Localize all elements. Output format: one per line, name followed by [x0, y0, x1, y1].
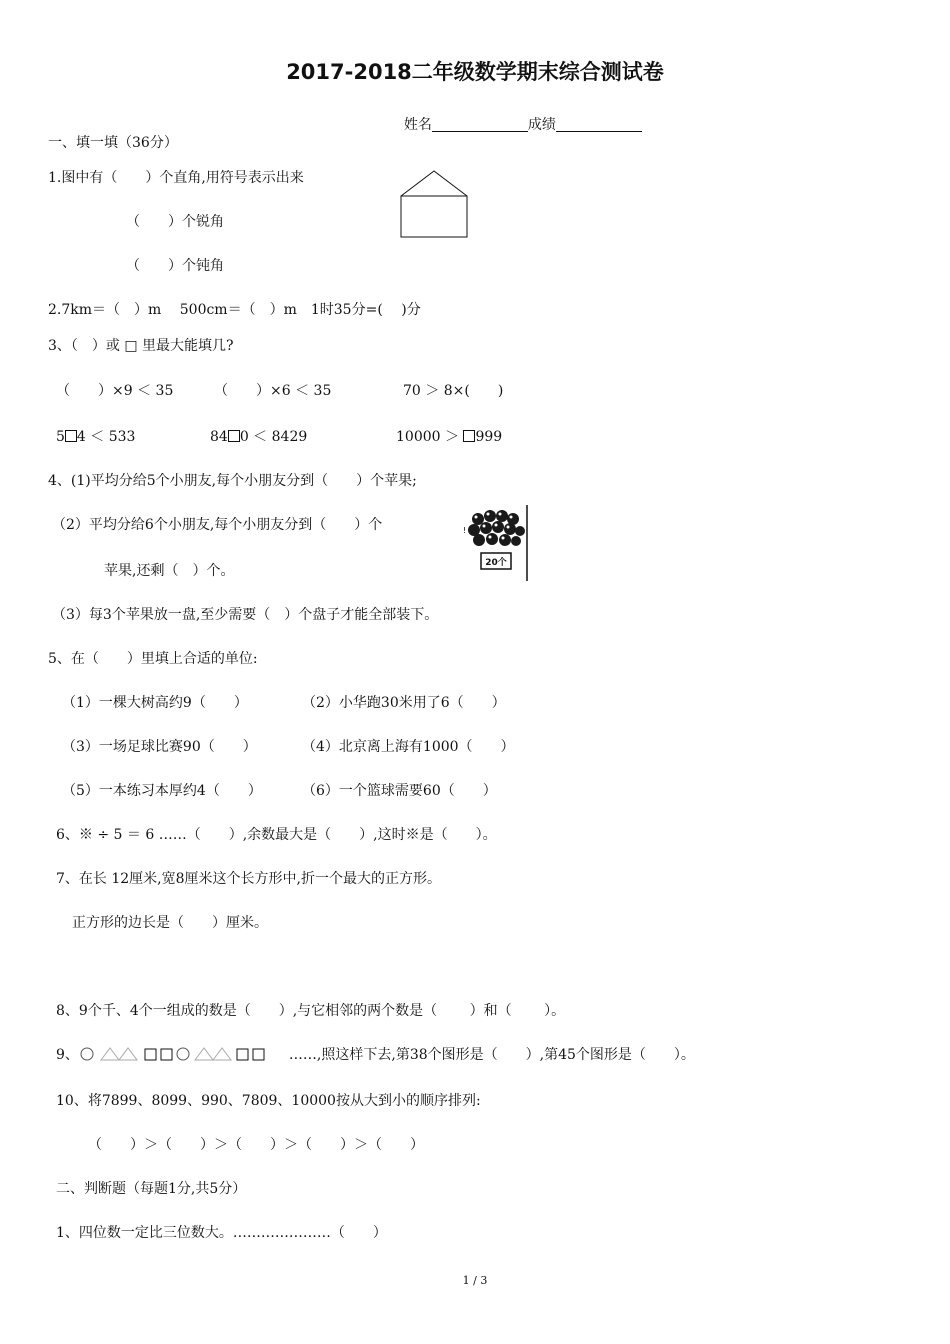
q1-line2: （ ）个锐角 [126, 214, 224, 230]
q4-line2: （2）平均分给6个小朋友,每个小朋友分到（ ）个 [52, 517, 383, 533]
score-blank[interactable] [556, 117, 642, 132]
q3-item-5-pre: 84 [210, 429, 228, 445]
circle-shape [177, 1048, 189, 1060]
q3-item-4-pre: 5 [56, 429, 65, 445]
student-info [395, 98, 642, 134]
circle-shape [81, 1048, 93, 1060]
house-shape-figure [398, 168, 470, 240]
q10-line1: 10、将7899、8099、990、7809、10000按从大到小的顺序排列: [56, 1093, 481, 1109]
name-label: 姓名 [403, 117, 432, 133]
q4-line1: 4、(1)平均分给5个小朋友,每个小朋友分到（ ）个苹果; [48, 473, 417, 489]
q5-item-1: （1）一棵大树高约9（ ） [62, 695, 248, 711]
triangle-shape [195, 1048, 213, 1060]
q3-item-5 [210, 428, 307, 446]
q3-item-3: 70 ＞ 8×( ) [403, 383, 504, 399]
square-shape [161, 1049, 172, 1060]
section1-heading: 一、填一填（36分） [48, 135, 178, 151]
shape-sequence [79, 1046, 289, 1062]
q3-item-6 [396, 428, 502, 446]
q3-item-1: （ ）×9 ＜ 35 [56, 383, 174, 399]
q2-line: 2.7km＝（ ）m 500cm＝（ ）m 1时35分=( )分 [48, 302, 421, 318]
blank-box[interactable] [65, 430, 77, 442]
q3-item-2: （ ）×6 ＜ 35 [214, 383, 332, 399]
q3-item-6-pre: 10000 ＞ [396, 429, 464, 445]
blank-box[interactable] [463, 430, 475, 442]
q5-item-3: （3）一场足球比赛90（ ） [62, 739, 257, 755]
q9-prefix: 9、 [56, 1047, 79, 1063]
apples-image [462, 505, 532, 583]
q5-item-4: （4）北京离上海有1000（ ） [302, 739, 515, 755]
section2-heading: 二、判断题（每题1分,共5分） [56, 1181, 247, 1197]
q5-item-5: （5）一本练习本厚约4（ ） [62, 783, 262, 799]
tick-mark: ! [463, 526, 467, 535]
apple-pile [468, 510, 525, 546]
q3-item-4-post: 4 ＜ 533 [76, 429, 136, 445]
q7-line2: 正方形的边长是（ ）厘米。 [72, 915, 268, 931]
s2-q1-line: 1、四位数一定比三位数大。…………………（ ） [56, 1225, 387, 1241]
q4-line3: 苹果,还剩（ ）个。 [104, 563, 235, 579]
square-shape [237, 1049, 248, 1060]
q3-item-5-post: 0 ＜ 8429 [239, 429, 308, 445]
square-shape [145, 1049, 156, 1060]
q9-line [56, 1046, 695, 1064]
q9-suffix: ……,照这样下去,第38个图形是（ ）,第45个图形是（ ）。 [288, 1047, 695, 1063]
name-blank[interactable] [432, 117, 528, 132]
q5-heading: 5、在（ ）里填上合适的单位: [48, 651, 258, 667]
q5-item-2: （2）小华跑30米用了6（ ） [302, 695, 506, 711]
q10-line2: （ ）＞（ ）＞（ ）＞（ ）＞（ ） [88, 1137, 424, 1153]
page-number: 1 / 3 [462, 1274, 488, 1287]
triangle-shape [213, 1048, 231, 1060]
score-label: 成绩 [527, 117, 556, 133]
triangle-shape [119, 1048, 137, 1060]
q6-line: 6、※ ÷ 5 ＝ 6 ……（ ）,余数最大是（ ）,这时※是（ ）。 [56, 827, 497, 843]
square-shape [253, 1049, 264, 1060]
q1-line3: （ ）个钝角 [126, 258, 224, 274]
q3-item-4 [56, 428, 135, 446]
q7-line1: 7、在长 12厘米,宽8厘米这个长方形中,折一个最大的正方形。 [56, 871, 441, 887]
apple-count-label: 20个 [485, 558, 507, 568]
q3-heading: 3、（ ）或 □ 里最大能填几? [48, 338, 234, 354]
q3-item-6-post: 999 [475, 429, 503, 445]
q4-line4: （3）每3个苹果放一盘,至少需要（ ）个盘子才能全部装下。 [52, 607, 439, 623]
q1-line1: 1.图中有（ ）个直角,用符号表示出来 [48, 170, 304, 186]
q8-line: 8、9个千、4个一组成的数是（ ）,与它相邻的两个数是（ ）和（ ）。 [56, 1003, 566, 1019]
triangle-shape [101, 1048, 119, 1060]
page-title: 2017-2018二年级数学期末综合测试卷 [286, 60, 664, 84]
q5-item-6: （6）一个篮球需要60（ ） [302, 783, 497, 799]
blank-box[interactable] [228, 430, 240, 442]
